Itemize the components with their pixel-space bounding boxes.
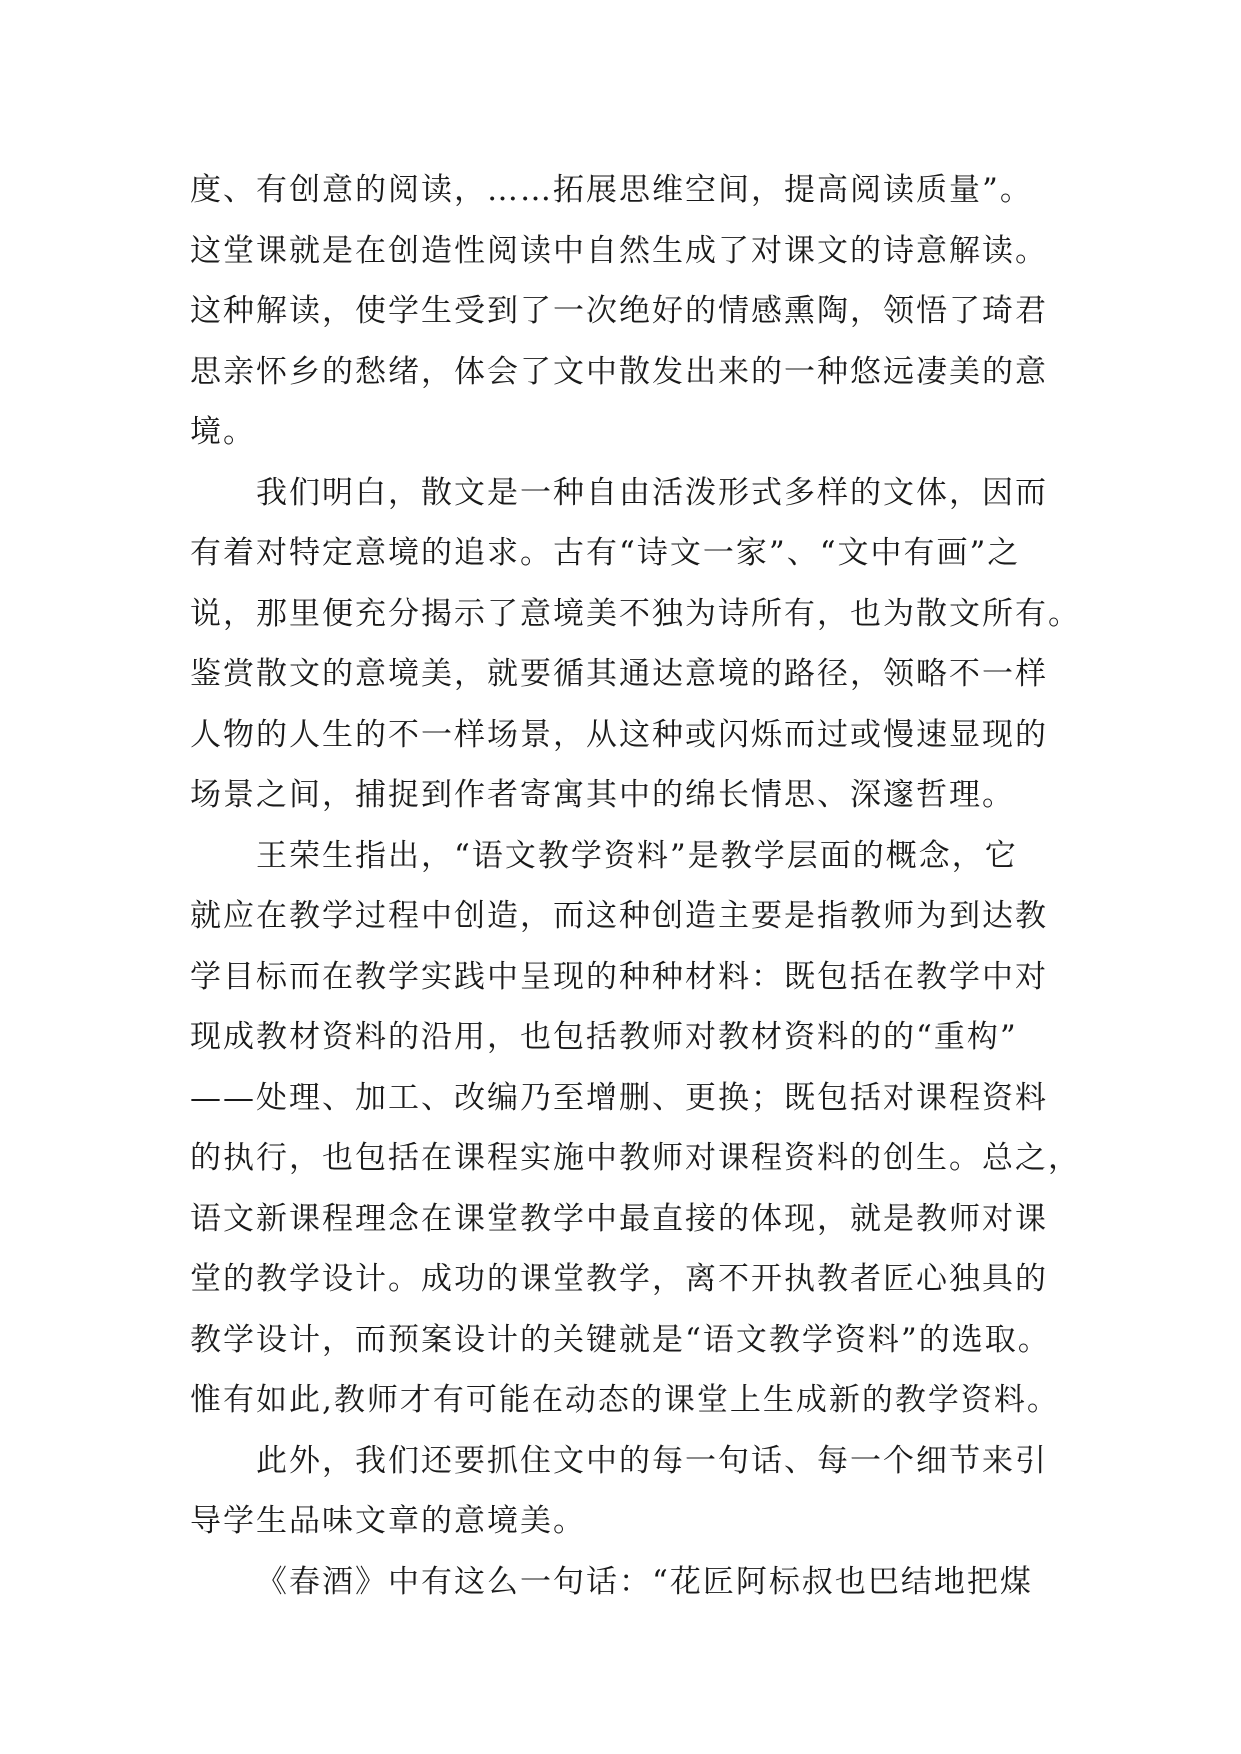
text-line: 度、有创意的阅读，……拓展思维空间，提高阅读质量”。 [190, 172, 1033, 208]
document-body [190, 160, 1081, 1612]
text-line: 语文新课程理念在课堂教学中最直接的体现，就是教师对课 [190, 1200, 1048, 1237]
text-line: 教学设计，而预案设计的关键就是“语文教学资料”的选取。 [190, 1321, 1051, 1358]
paragraph-start-line: 《春酒》中有这么一句话：“花匠阿标叔也巴结地把煤 [256, 1563, 1033, 1600]
paragraph-start-line: 王荣生指出，“语文教学资料”是教学层面的概念，它 [256, 837, 1018, 874]
text-line: 就应在教学过程中创造，而这种创造主要是指教师为到达教 [190, 898, 1048, 934]
paragraph-start-line: 此外，我们还要抓住文中的每一句话、每一个细节来引 [256, 1442, 1048, 1479]
text-line: ——处理、加工、改编乃至增删、更换；既包括对课程资料 [190, 1079, 1048, 1116]
text-line: 这种解读，使学生受到了一次绝好的情感熏陶，领悟了琦君 [190, 293, 1048, 329]
text-line: 鉴赏散文的意境美，就要循其通达意境的路径，领略不一样 [190, 656, 1048, 692]
text-line: 这堂课就是在创造性阅读中自然生成了对课文的诗意解读。 [190, 232, 1048, 269]
text-line: 说，那里便充分揭示了意境美不独为诗所有，也为散文所有。 [190, 595, 1081, 632]
text-line: 学目标而在教学实践中呈现的种种材料：既包括在教学中对 [190, 958, 1048, 995]
text-line: 的执行，也包括在课程实施中教师对课程资料的创生。总之， [190, 1140, 1081, 1176]
text-line: 人物的人生的不一样场景，从这种或闪烁而过或慢速显现的 [190, 716, 1048, 753]
text-line: 堂的教学设计。成功的课堂教学，离不开执教者匠心独具的 [190, 1261, 1048, 1297]
text-line: 思亲怀乡的愁绪，体会了文中散发出来的一种悠远凄美的意 [190, 353, 1048, 390]
paragraph-start-line: 我们明白，散文是一种自由活泼形式多样的文体，因而 [256, 474, 1048, 511]
text-line: 场景之间，捕捉到作者寄寓其中的绵长情思、深邃哲理。 [190, 777, 1015, 813]
text-line: 有着对特定意境的追求。古有“诗文一家”、“文中有画”之 [190, 535, 1021, 571]
text-line: 惟有如此,教师才有可能在动态的课堂上生成新的教学资料。 [190, 1382, 1060, 1418]
text-line: 导学生品味文章的意境美。 [190, 1503, 586, 1539]
text-line: 境。 [190, 414, 256, 450]
text-line: 现成教材资料的沿用，也包括教师对教材资料的的“重构” [190, 1019, 1018, 1055]
